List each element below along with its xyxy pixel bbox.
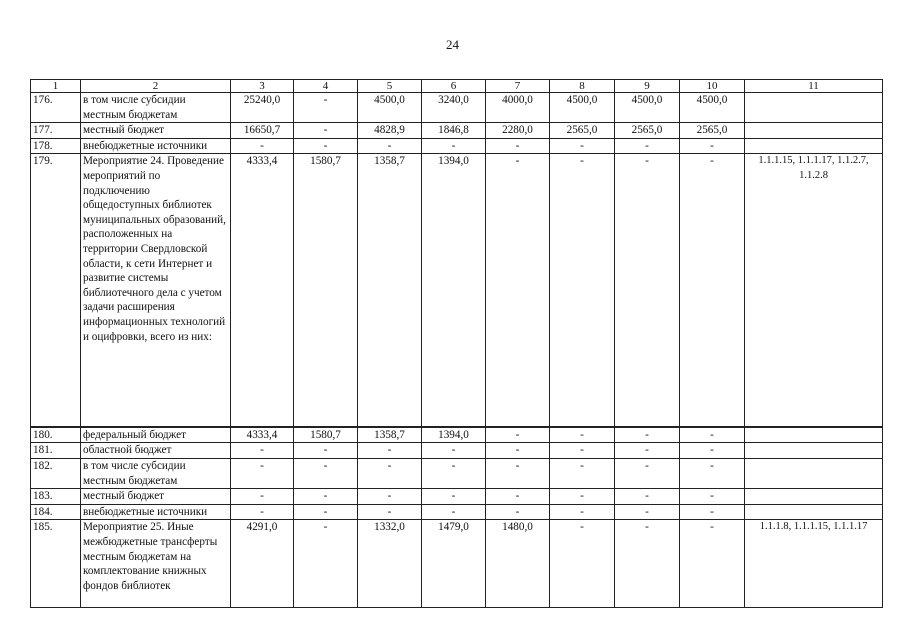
value-cell: -	[486, 427, 550, 443]
value-cell: -	[486, 154, 550, 427]
value-cell: -	[358, 443, 422, 459]
table-row	[31, 489, 883, 505]
value-cell: 1480,0	[486, 520, 550, 608]
target-ref-cell	[745, 459, 883, 489]
value-cell: -	[294, 93, 358, 123]
value-cell: -	[422, 138, 486, 154]
value-cell: -	[680, 138, 745, 154]
value-cell: 2565,0	[615, 123, 680, 139]
value-cell: -	[615, 459, 680, 489]
row-number-cell: 181.	[31, 443, 81, 459]
table-row	[31, 459, 883, 489]
value-cell: 4500,0	[550, 93, 615, 123]
table-body	[31, 80, 883, 608]
row-name-cell: местный бюджет	[81, 489, 231, 505]
header-cell: 9	[615, 80, 680, 93]
value-cell: -	[422, 489, 486, 505]
value-cell: -	[486, 504, 550, 520]
value-cell: 4500,0	[358, 93, 422, 123]
value-cell: -	[231, 459, 294, 489]
row-number-cell: 176.	[31, 93, 81, 123]
value-cell: -	[550, 138, 615, 154]
value-cell: -	[680, 520, 745, 608]
value-cell: -	[486, 459, 550, 489]
value-cell: -	[680, 504, 745, 520]
table-row	[31, 520, 883, 608]
value-cell: 1580,7	[294, 427, 358, 443]
row-name-cell: федеральный бюджет	[81, 427, 231, 443]
header-cell: 11	[745, 80, 883, 93]
value-cell: -	[615, 520, 680, 608]
budget-table	[30, 79, 883, 608]
value-cell: -	[422, 459, 486, 489]
value-cell: -	[615, 154, 680, 427]
table-row	[31, 123, 883, 139]
value-cell: 16650,7	[231, 123, 294, 139]
value-cell: -	[422, 504, 486, 520]
row-number-cell: 180.	[31, 427, 81, 443]
row-name-cell: в том числе субсидии местным бюджетам	[81, 93, 231, 123]
value-cell: 3240,0	[422, 93, 486, 123]
row-number-cell: 178.	[31, 138, 81, 154]
value-cell: -	[615, 489, 680, 505]
value-cell: -	[680, 489, 745, 505]
table-row	[31, 138, 883, 154]
value-cell: -	[615, 138, 680, 154]
row-number-cell: 184.	[31, 504, 81, 520]
value-cell: -	[231, 489, 294, 505]
row-name-cell: Мероприятие 24. Проведение мероприятий по подключению общедоступных библиотек муниципальных образований, расположенных на территории Свердловской области, к сети Интернет и развитие системы библиотечного дела с учетом задачи расширения информационных технологий и оцифровки, всего из них:	[81, 154, 231, 427]
value-cell: -	[615, 443, 680, 459]
value-cell: -	[422, 443, 486, 459]
header-cell: 8	[550, 80, 615, 93]
value-cell: -	[680, 154, 745, 427]
value-cell: -	[550, 427, 615, 443]
header-cell: 6	[422, 80, 486, 93]
value-cell: 1394,0	[422, 427, 486, 443]
value-cell: 1332,0	[358, 520, 422, 608]
header-cell: 5	[358, 80, 422, 93]
target-ref-cell: 1.1.1.15, 1.1.1.17, 1.1.2.7, 1.1.2.8	[745, 154, 883, 427]
value-cell: -	[486, 489, 550, 505]
value-cell: 2565,0	[680, 123, 745, 139]
target-ref-cell	[745, 504, 883, 520]
value-cell: -	[680, 459, 745, 489]
table-row	[31, 504, 883, 520]
row-number-cell: 177.	[31, 123, 81, 139]
value-cell: -	[294, 520, 358, 608]
value-cell: -	[486, 443, 550, 459]
value-cell: 4333,4	[231, 154, 294, 427]
value-cell: -	[550, 443, 615, 459]
value-cell: 1580,7	[294, 154, 358, 427]
value-cell: -	[615, 427, 680, 443]
value-cell: 4500,0	[615, 93, 680, 123]
value-cell: -	[294, 489, 358, 505]
value-cell: 4828,9	[358, 123, 422, 139]
value-cell: -	[550, 489, 615, 505]
target-ref-cell	[745, 93, 883, 123]
row-name-cell: внебюджетные источники	[81, 504, 231, 520]
value-cell: 4500,0	[680, 93, 745, 123]
header-cell: 3	[231, 80, 294, 93]
row-name-cell: местный бюджет	[81, 123, 231, 139]
value-cell: -	[294, 459, 358, 489]
value-cell: -	[550, 154, 615, 427]
value-cell: -	[550, 520, 615, 608]
row-number-cell: 182.	[31, 459, 81, 489]
value-cell: -	[550, 504, 615, 520]
target-ref-cell	[745, 489, 883, 505]
value-cell: 2280,0	[486, 123, 550, 139]
table-row	[31, 443, 883, 459]
row-name-cell: Мероприятие 25. Иные межбюджетные трансферты местным бюджетам на комплектование книжных фондов библиотек	[81, 520, 231, 608]
row-number-cell: 185.	[31, 520, 81, 608]
value-cell: -	[680, 443, 745, 459]
target-ref-cell	[745, 427, 883, 443]
value-cell: 4291,0	[231, 520, 294, 608]
value-cell: -	[486, 138, 550, 154]
value-cell: 1394,0	[422, 154, 486, 427]
row-number-cell: 183.	[31, 489, 81, 505]
value-cell: -	[358, 138, 422, 154]
target-ref-cell	[745, 138, 883, 154]
value-cell: 4000,0	[486, 93, 550, 123]
row-name-cell: областной бюджет	[81, 443, 231, 459]
target-ref-cell: 1.1.1.8, 1.1.1.15, 1.1.1.17	[745, 520, 883, 608]
value-cell: 1358,7	[358, 154, 422, 427]
value-cell: 25240,0	[231, 93, 294, 123]
target-ref-cell	[745, 123, 883, 139]
target-ref-cell	[745, 443, 883, 459]
table-row	[31, 427, 883, 443]
value-cell: 1846,8	[422, 123, 486, 139]
value-cell: -	[294, 138, 358, 154]
row-name-cell: в том числе субсидии местным бюджетам	[81, 459, 231, 489]
value-cell: -	[358, 504, 422, 520]
header-cell: 10	[680, 80, 745, 93]
value-cell: 4333,4	[231, 427, 294, 443]
value-cell: -	[294, 123, 358, 139]
value-cell: 1479,0	[422, 520, 486, 608]
value-cell: -	[231, 138, 294, 154]
header-cell: 1	[31, 80, 81, 93]
table-header-row	[31, 80, 883, 93]
row-number-cell: 179.	[31, 154, 81, 427]
table-row	[31, 93, 883, 123]
value-cell: -	[615, 504, 680, 520]
header-cell: 2	[81, 80, 231, 93]
header-cell: 7	[486, 80, 550, 93]
page-number: 24	[446, 37, 459, 52]
value-cell: -	[294, 443, 358, 459]
row-name-cell: внебюджетные источники	[81, 138, 231, 154]
value-cell: 1358,7	[358, 427, 422, 443]
header-cell: 4	[294, 80, 358, 93]
value-cell: 2565,0	[550, 123, 615, 139]
value-cell: -	[680, 427, 745, 443]
value-cell: -	[550, 459, 615, 489]
value-cell: -	[358, 459, 422, 489]
value-cell: -	[358, 489, 422, 505]
value-cell: -	[294, 504, 358, 520]
table-row	[31, 154, 883, 427]
value-cell: -	[231, 504, 294, 520]
value-cell: -	[231, 443, 294, 459]
